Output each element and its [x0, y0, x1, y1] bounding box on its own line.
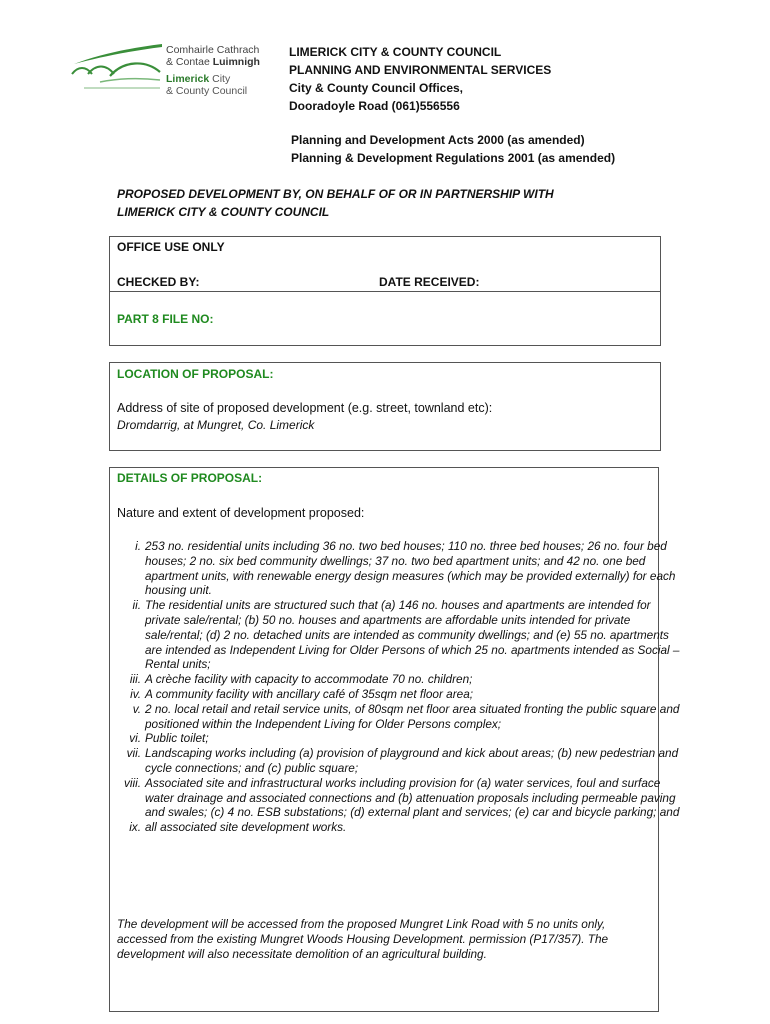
proposal-items-list	[110, 539, 685, 835]
list-item: ix. all associated site development works.	[129, 820, 347, 835]
date-received-label: DATE RECEIVED:	[379, 275, 480, 289]
list-item: viii. Associated site and infrastructural works including provision for (a) water services, foul and surface water drainage and associated connections and (b) attenuation proposals including permeable paving and swales; (c) 4 no. ESB substations; (d) external plant and services; (e) car and bicycle parking; and	[123, 775, 680, 820]
acts-line: Planning and Development Acts 2000 (as amended)	[291, 133, 585, 147]
office-use-title: OFFICE USE ONLY	[117, 240, 225, 254]
header-line: PLANNING AND ENVIRONMENTAL SERVICES	[289, 63, 552, 77]
header-line: LIMERICK CITY & COUNTY COUNCIL	[289, 45, 502, 59]
file-no-label: PART 8 FILE NO:	[117, 312, 214, 326]
access-paragraph: The development will be accessed from the proposed Mungret Link Road with 5 no units only, accessed from the existing Mungret Woods Housing Development. permission (P17/357). The development will also necessitate demolition of an agricultural building.	[117, 917, 609, 961]
logo-swoosh-icon	[70, 42, 166, 102]
address-value: Dromdarrig, at Mungret, Co. Limerick	[117, 418, 315, 432]
proposed-development-heading: PROPOSED DEVELOPMENT BY, ON BEHALF OF OR IN PARTNERSHIP WITH LIMERICK CITY & COUNTY COUNCIL	[117, 187, 554, 219]
list-item: ii. The residential units are structured such that (a) 146 no. houses and apartments are intended for private sale/rental; (b) 50 no. houses and apartments are affordable units intended for private sale/rental; (d) 2 no. detached units are intended as community dwellings; and (e) 55 no. apartments are intended as Independent Living for Older Persons of which 25 no. apartments intended as Social – Rental units;	[132, 598, 680, 672]
council-address-header	[289, 43, 551, 115]
details-title: DETAILS OF PROPOSAL:	[117, 471, 263, 485]
address-label: Address of site of proposed development (e.g. street, townland etc):	[117, 401, 493, 415]
logo-english-name-line2: & County Council	[166, 85, 248, 97]
list-item: vii. Landscaping works including (a) provision of playground and kick about areas; (b) new pedestrian and cycle connections; and (c) public square;	[126, 746, 679, 775]
logo-english-name-line1: Limerick City	[166, 73, 231, 85]
acts-line: Planning & Development Regulations 2001 (as amended)	[291, 151, 616, 165]
checked-by-label: CHECKED BY:	[117, 275, 200, 289]
nature-label: Nature and extent of development proposed:	[117, 506, 365, 520]
header-line: Dooradoyle Road (061)556556	[289, 99, 460, 113]
divider	[110, 291, 660, 292]
office-use-box	[109, 236, 661, 346]
location-box	[109, 362, 661, 451]
list-item: iii. A crèche facility with capacity to accommodate 70 no. children;	[129, 672, 473, 687]
council-logo	[70, 42, 280, 102]
list-item: vi. Public toilet;	[129, 731, 209, 746]
list-item: v. 2 no. local retail and retail service units, of 80sqm net floor area situated fronting the public square and positioned within the Independent Living for Older Persons complex;	[132, 701, 680, 731]
planning-acts	[291, 131, 615, 167]
header-line: City & County Council Offices,	[289, 81, 464, 95]
list-item: iv. A community facility with ancillary café of 35sqm net floor area;	[130, 686, 474, 701]
logo-irish-name-line1: Comhairle Cathrach	[166, 44, 260, 56]
location-title: LOCATION OF PROPOSAL:	[117, 367, 274, 381]
details-box	[109, 467, 680, 1012]
logo-irish-name-line2: & Contae Luimnigh	[166, 56, 260, 68]
list-item: i. 253 no. residential units including 36 no. two bed houses; 110 no. three bed houses; 26 no. four bed houses; 2 no. six bed community dwellings; 37 no. two bed apartment units; and 42 no. one bed apartment units, with renewable energy design measures (which may be provided externally) for each housing unit.	[135, 539, 676, 598]
